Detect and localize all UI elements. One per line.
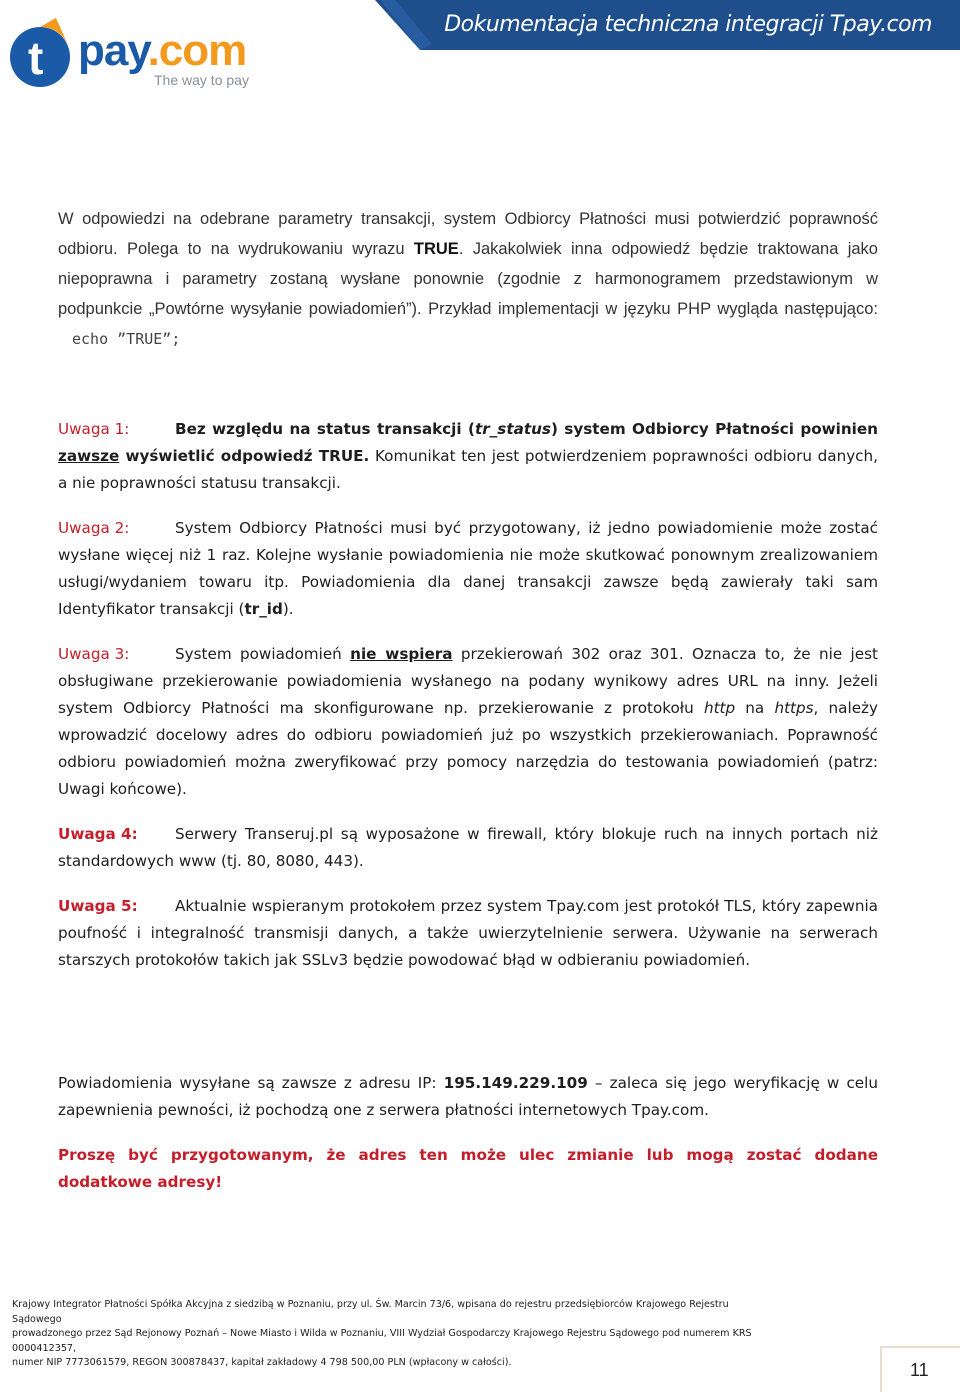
ip-address: 195.149.229.109 <box>443 1074 588 1092</box>
note-label: Uwaga 3: <box>58 645 130 663</box>
logo-wordmark: pay.com <box>78 26 247 75</box>
page-number-box <box>880 1346 960 1392</box>
note-5: Uwaga 5: Aktualnie wspieranym protokołem przez system Tpay.com jest protokół TLS, który zapewnia poufność i integralność transmisji danych, a także uwierzytelnienie serwera. Używanie na serwerach starszych protokołów takich jak SSLv3 będzie powodować błąd w odbieraniu powiadomień. <box>58 893 878 974</box>
note-2: Uwaga 2: System Odbiorcy Płatności musi być przygotowany, iż jedno powiadomienie może zostać wysłane więcej niż 1 raz. Kolejne wysłanie powiadomienia nie może skutkować ponownym zrealizowaniem usługi/wydaniem towaru itp. Powiadomienia dla danej transakcji zawsze będą zawierały taki sam Identyfikator transakcji (tr_id). <box>58 515 878 623</box>
document-title: Dokumentacja techniczna integracji Tpay.com <box>444 12 932 37</box>
ip-paragraph: Powiadomienia wysyłane są zawsze z adresu IP: 195.149.229.109 – zaleca się jego weryfikację w celu zapewnienia pewności, iż pochodzą one z serwera płatności internetowych Tpay.com. <box>58 1074 878 1119</box>
footer-line-2: prowadzonego przez Sąd Rejonowy Poznań – Nowe Miasto i Wilda w Poznaniu, VIII Wydział Gospodarczy Krajowego Rejestru Sądowego pod numerem KRS 0000412357, <box>12 1328 752 1354</box>
logo-letter-t: t <box>28 32 44 84</box>
note-1: Uwaga 1: Bez względu na status transakcji (tr_status) system Odbiorcy Płatności powinien zawsze wyświetlić odpowiedź TRUE. Komunikat ten jest potwierdzeniem poprawności odbioru danych, a nie poprawności statusu transakcji. <box>58 416 878 497</box>
tpay-logo <box>4 12 254 94</box>
note-3: Uwaga 3: System powiadomień nie wspiera przekierowań 302 oraz 301. Oznacza to, że nie jest obsługiwane przekierowanie powiadomienia wysłanego na podany wynikowy adres URL na inny. Jeżeli system Odbiorcy Płatności ma skonfigurowane np. przekierowanie z protokołu http na https, należy wprowadzić docelowy adres do odbioru powiadomień już po wszystkich przekierowaniach. Poprawność odbioru powiadomień można zweryfikować przy pomocy narzędzia do testowania powiadomień (patrz: Uwagi końcowe). <box>58 641 878 803</box>
code-snippet: echo ”TRUE”; <box>72 330 181 348</box>
note-label: Uwaga 5: <box>58 897 138 915</box>
note-label: Uwaga 2: <box>58 519 130 537</box>
page-content <box>58 204 878 1196</box>
note-label: Uwaga 1: <box>58 420 130 438</box>
ip-warning: Proszę być przygotowanym, że adres ten może ulec zmianie lub mogą zostać dodane dodatkowe adresy! <box>58 1146 878 1191</box>
footer-line-1: Krajowy Integrator Płatności Spółka Akcyjna z siedzibą w Poznaniu, przy ul. Św. Marcin 73/6, wpisana do rejestru przedsiębiorców Krajowego Rejestru Sądowego <box>12 1299 729 1325</box>
footer-line-3: numer NIP 7773061579, REGON 300878437, kapitał zakładowy 4 798 500,00 PLN (wpłacony w całości). <box>12 1357 512 1368</box>
page-number: 11 <box>910 1360 929 1380</box>
company-footer <box>12 1298 772 1371</box>
logo-tagline: The way to pay <box>154 72 249 88</box>
note-4: Uwaga 4: Serwery Transeruj.pl są wyposażone w firewall, który blokuje ruch na innych portach niż standardowych www (tj. 80, 8080, 443). <box>58 821 878 875</box>
intro-paragraph: W odpowiedzi na odebrane parametry transakcji, system Odbiorcy Płatności musi potwierdzić poprawność odbioru. Polega to na wydrukowaniu wyrazu TRUE. Jakakolwiek inna odpowiedź będzie traktowana jako niepoprawna i parametry zostaną wysłane ponownie (zgodnie z harmonogramem przedstawionym w podpunkcie „Powtórne wysyłanie powiadomień”). Przykład implementacji w języku PHP wygląda następująco: echo ”TRUE”; <box>58 210 878 348</box>
note-label: Uwaga 4: <box>58 825 138 843</box>
